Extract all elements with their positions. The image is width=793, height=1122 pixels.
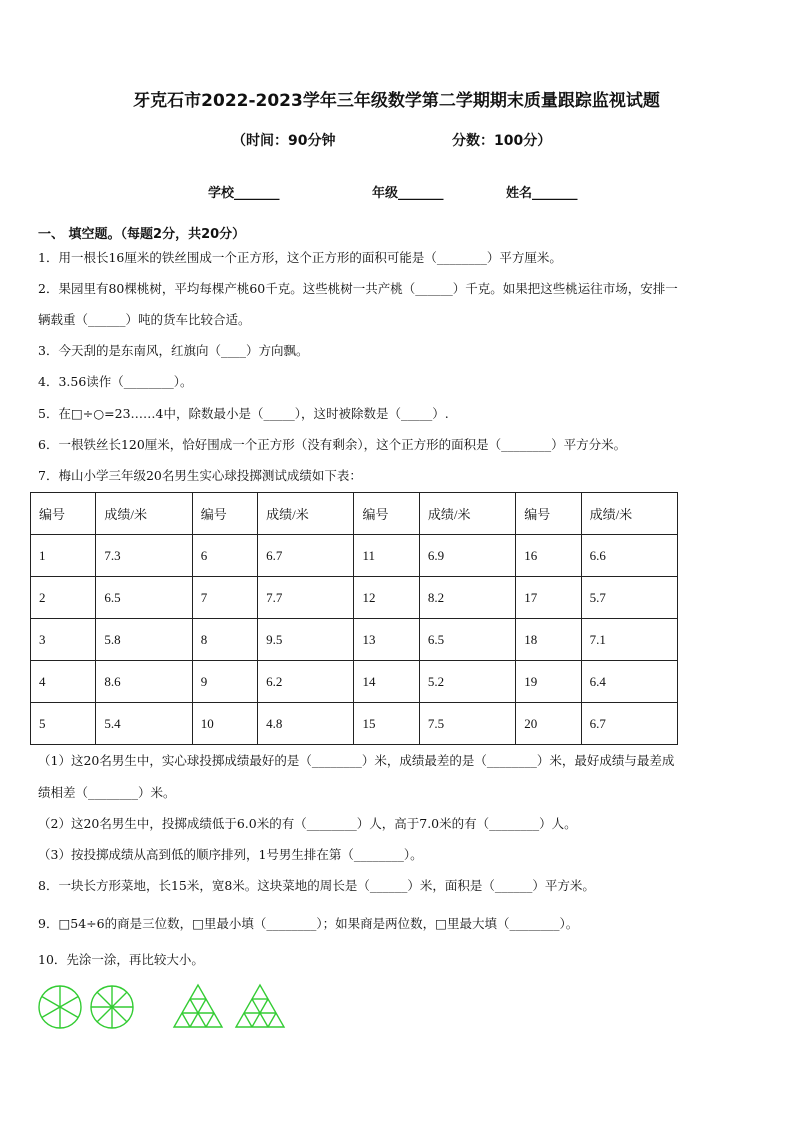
table-header-row xyxy=(31,493,678,535)
question-1: 1．用一根长16厘米的铁丝围成一个正方形，这个正方形的面积可能是（________）平方厘米。 xyxy=(38,250,562,265)
scores-table xyxy=(30,492,678,745)
table-cell: 6.9 xyxy=(419,535,515,577)
exam-time: （时间：90分钟 xyxy=(232,133,336,149)
table-cell: 10 xyxy=(192,703,257,745)
table-cell: 7 xyxy=(192,577,257,619)
table-cell: 6.5 xyxy=(419,619,515,661)
table-row xyxy=(31,703,678,745)
table-cell: 5.2 xyxy=(419,661,515,703)
table-cell: 12 xyxy=(354,577,419,619)
table-cell: 8 xyxy=(192,619,257,661)
table-cell: 14 xyxy=(354,661,419,703)
table-cell: 11 xyxy=(354,535,419,577)
table-cell: 6.5 xyxy=(96,577,192,619)
table-cell: 13 xyxy=(354,619,419,661)
question-7-2: （2）这20名男生中，投掷成绩低于6.0米的有（________）人，高于7.0米的有（________）人。 xyxy=(38,816,577,831)
question-8: 8．一块长方形菜地，长15米，宽8米。这块菜地的周长是（______）米，面积是（______）平方米。 xyxy=(38,878,595,893)
table-cell: 1 xyxy=(31,535,96,577)
exam-score: 分数：100分） xyxy=(452,133,552,149)
question-7-1: （1）这20名男生中，实心球投掷成绩最好的是（________）米，成绩最差的是（________）米，最好成绩与最差成 xyxy=(38,753,675,768)
section-heading: 一、 填空题。（每题2分，共20分） xyxy=(38,227,246,242)
school-field[interactable]: 学校_______ xyxy=(208,186,280,201)
question-6: 6．一根铁丝长120厘米，恰好围成一个正方形（没有剩余），这个正方形的面积是（________）平方分米。 xyxy=(38,437,627,452)
question-7-3: （3）按投掷成绩从高到低的顺序排列，1号男生排在第（________）。 xyxy=(38,847,423,862)
table-cell: 8.6 xyxy=(96,661,192,703)
question-2: 2．果园里有80棵桃树，平均每棵产桃60千克。这些桃树一共产桃（______）千克。如果把这些桃运往市场，安排一 xyxy=(38,281,678,296)
question-10: 10．先涂一涂，再比较大小。 xyxy=(38,952,204,967)
question-9: 9．□54÷6的商是三位数，□里最小填（________）；如果商是两位数，□里最大填（________）。 xyxy=(38,916,579,931)
table-header-cell: 成绩/米 xyxy=(96,493,192,535)
table-header-cell: 成绩/米 xyxy=(419,493,515,535)
table-header-cell: 编号 xyxy=(192,493,257,535)
table-cell: 4 xyxy=(31,661,96,703)
table-cell: 8.2 xyxy=(419,577,515,619)
grade-field[interactable]: 年级_______ xyxy=(372,186,444,201)
table-cell: 6.4 xyxy=(581,661,677,703)
table-cell: 9.5 xyxy=(258,619,354,661)
page-title: 牙克石市2022-2023学年三年级数学第二学期期末质量跟踪监视试题 xyxy=(133,91,660,111)
question-7-1-cont: 绩相差（________）米。 xyxy=(38,785,176,800)
table-row xyxy=(31,619,678,661)
triangle-grid-figure[interactable] xyxy=(172,983,224,1029)
table-cell: 5.8 xyxy=(96,619,192,661)
table-cell: 3 xyxy=(31,619,96,661)
table-cell: 16 xyxy=(516,535,581,577)
table-cell: 17 xyxy=(516,577,581,619)
table-cell: 2 xyxy=(31,577,96,619)
question-5: 5．在□÷○=23……4中，除数最小是（_____），这时被除数是（_____）. xyxy=(38,406,449,421)
question-2-cont: 辆载重（______）吨的货车比较合适。 xyxy=(38,312,251,327)
table-cell: 7.1 xyxy=(581,619,677,661)
triangle-grid-figure[interactable] xyxy=(234,983,286,1029)
table-cell: 7.7 xyxy=(258,577,354,619)
table-header-cell: 成绩/米 xyxy=(581,493,677,535)
table-cell: 15 xyxy=(354,703,419,745)
table-cell: 6 xyxy=(192,535,257,577)
table-row xyxy=(31,577,678,619)
table-row xyxy=(31,535,678,577)
question-7: 7．梅山小学三年级20名男生实心球投掷测试成绩如下表： xyxy=(38,468,362,483)
table-cell: 6.7 xyxy=(258,535,354,577)
table-header-cell: 编号 xyxy=(516,493,581,535)
table-cell: 19 xyxy=(516,661,581,703)
table-header-cell: 编号 xyxy=(31,493,96,535)
table-cell: 4.8 xyxy=(258,703,354,745)
table-cell: 20 xyxy=(516,703,581,745)
circle-divided-6-figure[interactable] xyxy=(36,983,84,1031)
table-cell: 5 xyxy=(31,703,96,745)
question-4: 4．3.56读作（________）。 xyxy=(38,374,193,389)
circle-divided-8-figure[interactable] xyxy=(88,983,136,1031)
table-cell: 18 xyxy=(516,619,581,661)
question-3: 3．今天刮的是东南风，红旗向（____）方向飘。 xyxy=(38,343,309,358)
table-cell: 5.4 xyxy=(96,703,192,745)
table-header-cell: 成绩/米 xyxy=(258,493,354,535)
table-cell: 7.3 xyxy=(96,535,192,577)
table-cell: 6.7 xyxy=(581,703,677,745)
table-cell: 5.7 xyxy=(581,577,677,619)
table-cell: 6.2 xyxy=(258,661,354,703)
table-cell: 7.5 xyxy=(419,703,515,745)
table-header-cell: 编号 xyxy=(354,493,419,535)
table-row xyxy=(31,661,678,703)
table-cell: 9 xyxy=(192,661,257,703)
name-field[interactable]: 姓名_______ xyxy=(506,186,578,201)
table-cell: 6.6 xyxy=(581,535,677,577)
